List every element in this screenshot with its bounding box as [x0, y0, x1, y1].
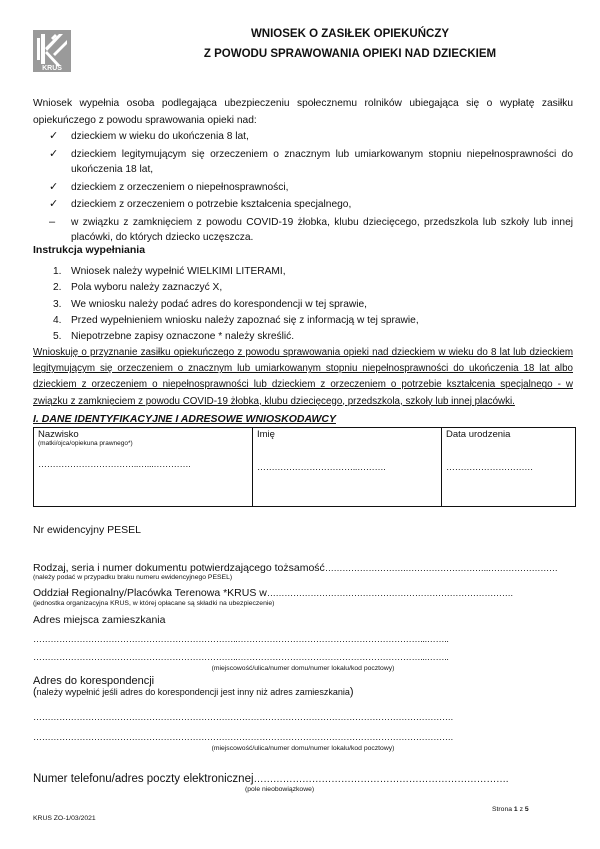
instruction-item [33, 329, 573, 345]
form-code: KRUS ZO-1/03/2021 [33, 815, 96, 822]
instruction-num: 4. [53, 314, 62, 326]
krus-office-note: (jednostka organizacyjna KRUS, w której opłacane są składki na ubezpieczenie) [33, 600, 275, 607]
page-label: Strona [492, 806, 513, 813]
page-current: 1 [513, 806, 518, 813]
surname-field[interactable]: ……………………………..…...…………. [38, 459, 191, 469]
correspondence-note: należy wypełnić jeśli adres do korespondencji jest inny niż adres zamieszkania [36, 687, 350, 697]
phone-field[interactable]: ……………………………………………………………………. [253, 774, 509, 785]
correspondence-sub: (miejscowość/ulica/numer domu/numer lokalu/kod pocztowy) [211, 745, 395, 752]
eligibility-item [33, 180, 573, 196]
eligibility-item [33, 129, 573, 145]
identification-table [33, 427, 576, 507]
section-1-heading: I. DANE IDENTYFIKACYJNE I ADRESOWE WNIOSKODAWCY [33, 413, 336, 425]
address-note: (miejscowość/ulica/numer domu/numer lokalu/kod pocztowy) [211, 665, 395, 672]
surname-sublabel: (matki/ojca/opiekuna prawnego*) [38, 440, 133, 447]
instructions-heading: Instrukcja wypełniania [33, 244, 146, 256]
phone-label: Numer telefonu/adres poczty elektronicznej [33, 773, 254, 785]
krus-office-label: Oddział Regionalny/Placówka Terenowa *KRUS w [33, 587, 267, 599]
instruction-text: Wniosek należy wypełnić WIELKIMI LITERAMI, [71, 266, 286, 277]
eligibility-item [33, 215, 573, 246]
instruction-num: 2. [53, 282, 62, 294]
krus-office-row [33, 587, 513, 599]
birth-date-cell[interactable] [442, 428, 576, 507]
surname-cell[interactable] [34, 428, 253, 507]
form-title-line2: Z POWODU SPRAWOWANIA OPIEKI NAD DZIECKIEM [203, 48, 497, 60]
request-statement: Wnioskuję o przyznanie zasiłku opiekuńczego z powodu sprawowania opieki nad dzieckiem w wieku do 8 lat lub dzieckiem legitymującym się orzeczeniem o znacznym lub umiarkowanym stopniu niepełnosprawności do ukończenia 18 lat albo dzieckiem z orzeczeniem o niepełnosprawności lub dzieckiem z orzeczeniem o potrzebie kształcenia specjalnego - w związku z zamknięciem z powodu COVID-19 żłobka, klubu dziecięcego, przedszkola, szkoły lub innej placówki. [33, 347, 573, 407]
instruction-text: Przed wypełnieniem wniosku należy zapoznać się z informacją w tej sprawie, [71, 314, 419, 326]
check-icon: ✓ [49, 180, 59, 193]
intro-text: Wniosek wypełnia osoba podlegająca ubezpieczeniu społecznemu rolników ubiegająca się o wypłatę zasiłku opiekuńczego z powodu sprawowania opieki nad: [33, 98, 573, 126]
instruction-num: 1. [53, 266, 62, 277]
birth-date-field[interactable]: ………………………… [446, 462, 534, 472]
eligibility-item-text: dzieckiem legitymującym się orzeczeniem o znacznym lub umiarkowanym stopniu niepełnosprawności do ukończenia 18 lat, [71, 148, 573, 175]
instruction-item [33, 313, 573, 329]
phone-note: (pole nieobowiązkowe) [245, 786, 315, 793]
krus-logo [33, 30, 71, 72]
correspondence-line-2[interactable]: ………………………………………………………………………………………………………………………………. [33, 732, 453, 742]
instruction-item [33, 297, 573, 313]
address-label: Adres miejsca zamieszkania [33, 614, 166, 626]
address-line-2[interactable]: ……………………………………………………………..………………………………………………………...…….. [33, 652, 449, 662]
document-field[interactable]: ……………………….………………………..…………………… [324, 563, 558, 573]
correspondence-note-row: (należy wypełnić jeśli adres do korespondencji jest inny niż adres zamieszkania) [33, 686, 354, 698]
first-name-field[interactable]: ……………………………..………. [257, 462, 386, 472]
birth-date-label: Data urodzenia [446, 429, 511, 440]
surname-label: Nazwisko [38, 429, 79, 440]
eligibility-item-text: dzieckiem w wieku do ukończenia 8 lat, [71, 131, 249, 142]
krus-office-field[interactable]: …………………………………………………………………………. [266, 588, 513, 598]
document-note: (należy podać w przypadku braku numeru ewidencyjnego PESEL) [33, 574, 233, 581]
eligibility-item [33, 147, 573, 178]
eligibility-item-text: dzieckiem z orzeczeniem o niepełnosprawności, [71, 181, 289, 193]
dash-icon: – [49, 215, 56, 228]
first-name-cell[interactable] [253, 428, 442, 507]
instruction-text: Niepotrzebne zapisy oznaczone * należy skreślić. [71, 331, 295, 343]
eligibility-item-text: w związku z zamknięciem z powodu COVID-19 żłobka, klubu dziecięcego, przedszkola lub szkoły lub innej placówki, do których dziecko uczęszcza. [71, 216, 573, 243]
page-of: z [519, 806, 523, 813]
instruction-item [33, 264, 573, 280]
instruction-item [33, 280, 573, 296]
check-icon: ✓ [49, 130, 59, 142]
logo-text: KRUS [42, 65, 62, 72]
page-number [492, 806, 529, 813]
document-row [33, 562, 558, 574]
correspondence-label: Adres do korespondencji [33, 675, 155, 687]
phone-row [33, 773, 508, 785]
eligibility-item-text: dzieckiem z orzeczeniem o potrzebie kształcenia specjalnego, [71, 199, 352, 210]
eligibility-list [33, 129, 573, 246]
document-label: Rodzaj, seria i numer dokumentu potwierdzającego tożsamość [33, 562, 325, 574]
instruction-num: 5. [53, 331, 62, 343]
first-name-label: Imię [257, 429, 275, 440]
instructions-list [33, 264, 573, 345]
check-icon: ✓ [49, 198, 59, 210]
instruction-text: We wniosku należy podać adres do korespondencji w tej sprawie, [71, 298, 367, 310]
instruction-num: 3. [53, 298, 62, 310]
check-icon: ✓ [49, 147, 59, 160]
pesel-label: Nr ewidencyjny PESEL [33, 524, 141, 536]
instruction-text: Pola wyboru należy zaznaczyć X, [71, 282, 223, 294]
correspondence-line-1[interactable]: ………………………………………………………………………………………………………………………………. [33, 712, 453, 722]
form-title-line1: WNIOSEK O ZASIŁEK OPIEKUŃCZY [250, 28, 450, 40]
address-line-1[interactable]: ……………………………………………………………..………………………………………………………...…….. [33, 634, 449, 644]
page-total: 5 [524, 806, 529, 813]
eligibility-item [33, 197, 573, 213]
